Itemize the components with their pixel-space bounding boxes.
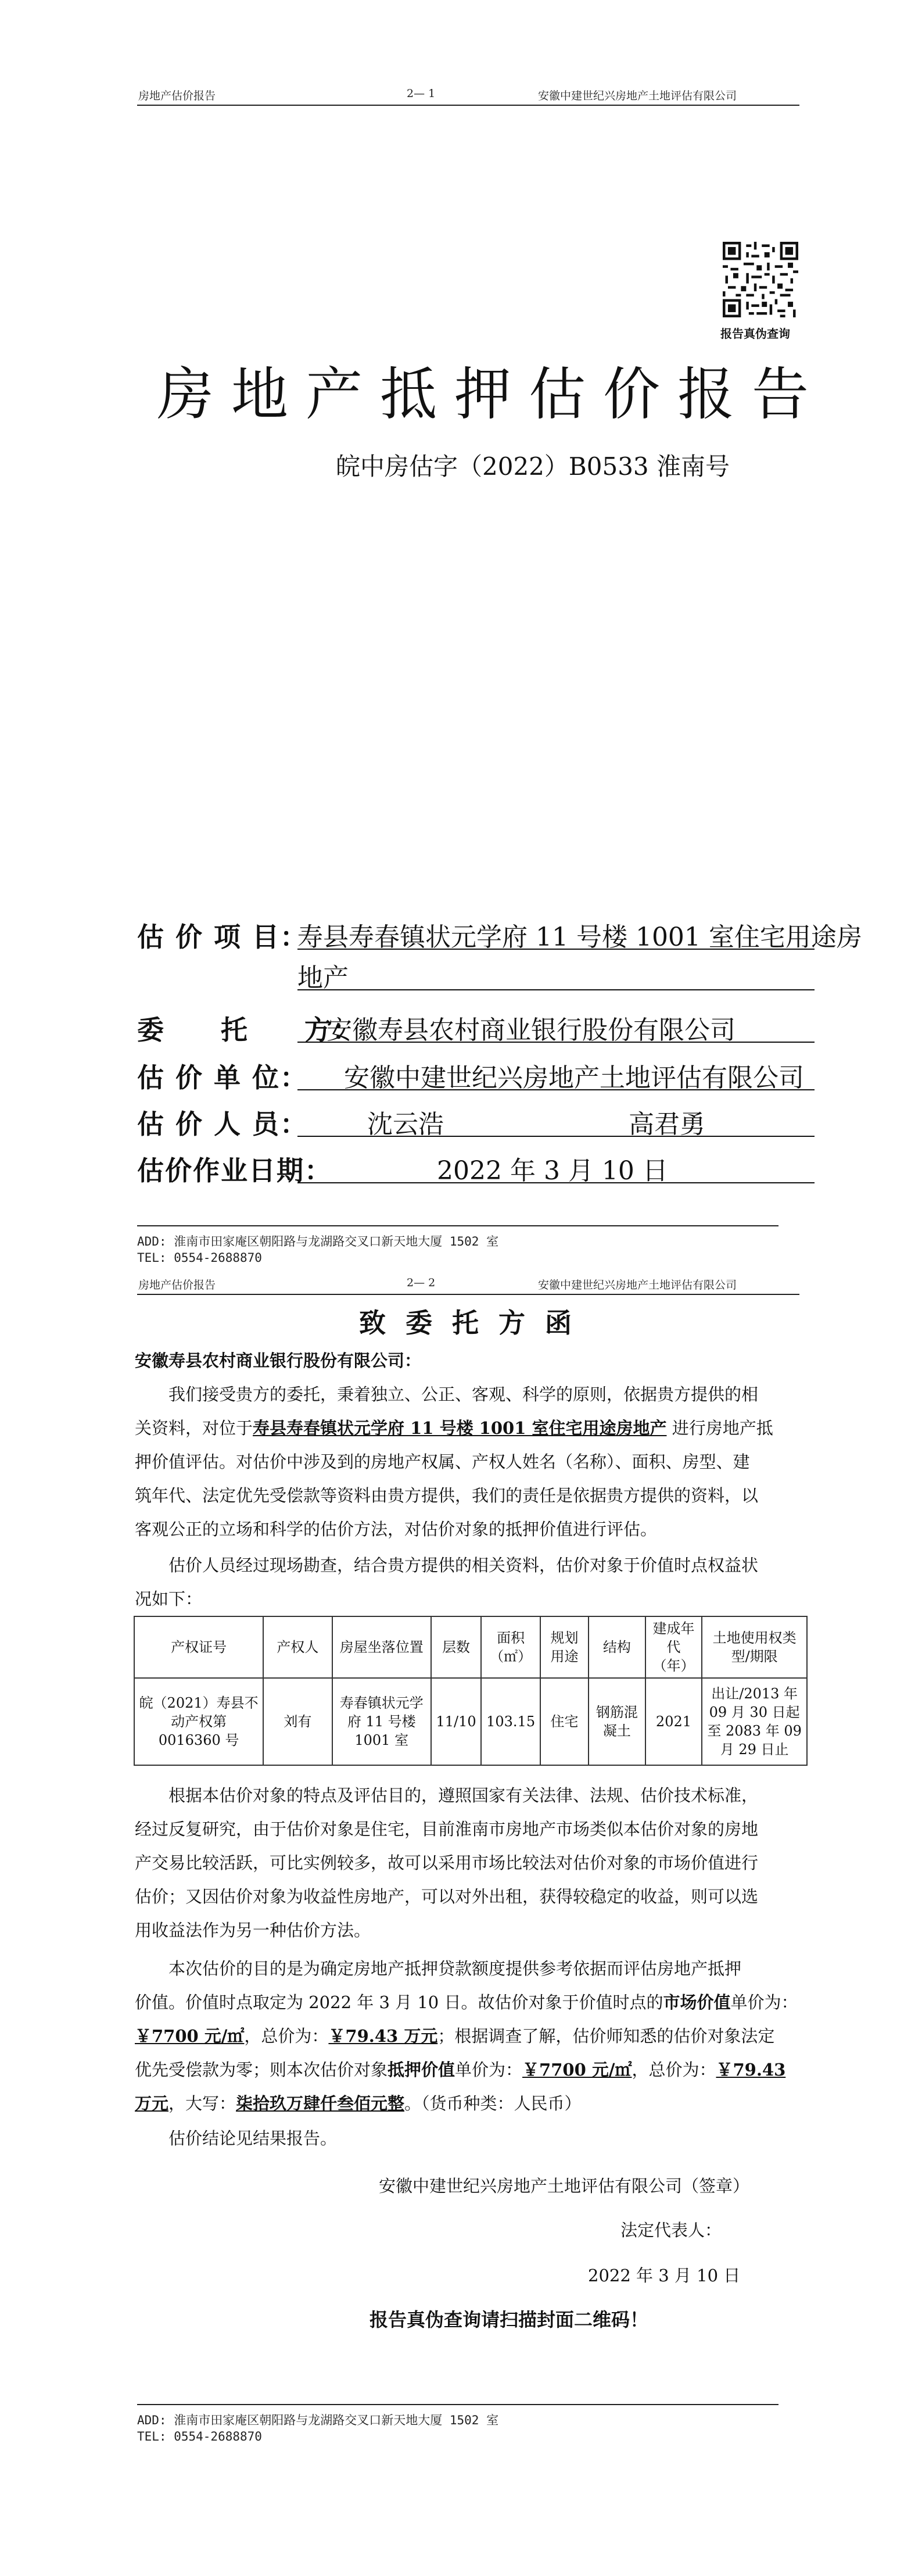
project-underline-1 — [297, 949, 815, 950]
td-owner: 刘有 — [263, 1678, 332, 1765]
td-location: 寿春镇状元学府 11 号楼 1001 室 — [332, 1678, 431, 1765]
td-year: 2021 — [645, 1678, 702, 1765]
header-rule-2 — [137, 1294, 799, 1295]
project-label: 估 价 项 目： — [137, 921, 308, 953]
letter-addressee: 安徽寿县农村商业银行股份有限公司： — [135, 1351, 422, 1371]
td-structure: 钢筋混凝土 — [589, 1678, 645, 1765]
td-floors: 11/10 — [431, 1678, 481, 1765]
th-structure: 结构 — [589, 1616, 645, 1678]
p4-e-total-unit: 万元 — [135, 2094, 169, 2113]
p3-line-b: 经过反复研究，由于估价对象是住宅，目前淮南市房地产市场类似本估价对象的房地 — [135, 1819, 759, 1839]
p4-b-market-value: 市场价值 — [663, 1992, 731, 2012]
staff-label: 估 价 人 员： — [137, 1108, 308, 1140]
report-number: 皖中房估字（2022）B0533 淮南号 — [336, 452, 730, 481]
p4-line-a: 本次估价的目的是为确定房地产抵押贷款额度提供参考依据而评估房地产抵押 — [168, 1959, 742, 1978]
th-use: 规划用途 — [540, 1616, 589, 1678]
sign-date: 2022 年 3 月 10 日 — [588, 2266, 741, 2285]
p4-d-text2: 单价为： — [455, 2060, 523, 2080]
p3-line-e: 用收益法作为另一种估价方法。 — [135, 1920, 371, 1940]
unit-underline — [297, 1089, 815, 1090]
date-label: 估价作业日期： — [137, 1155, 332, 1186]
th-land: 土地使用权类型/期限 — [702, 1616, 807, 1678]
p4-c-unit-price: ￥7700 元/㎡ — [135, 2026, 245, 2046]
qr-code-icon[interactable] — [723, 242, 798, 317]
p4-e-text: ，大写： — [168, 2094, 236, 2113]
p4-d-text3: ，总价为： — [632, 2060, 716, 2080]
th-location: 房屋坐落位置 — [332, 1616, 431, 1678]
header-right: 安徽中建世纪兴房地产土地评估有限公司 — [538, 90, 737, 102]
p4-d-unit-price: ￥7700 元/㎡ — [522, 2060, 632, 2080]
p4-c-total: ￥79.43 万元 — [328, 2026, 438, 2046]
p4-line-b — [135, 1985, 798, 2019]
header-rule — [137, 105, 799, 106]
p4-line-c — [135, 2019, 774, 2053]
td-land: 出让/2013 年 09 月 30 日起至 2083 年 09 月 29 日止 — [702, 1678, 807, 1765]
p1-b-tail: 进行房地产抵 — [666, 1418, 773, 1438]
td-use: 住宅 — [540, 1678, 589, 1765]
client-underline — [297, 1042, 815, 1043]
verification-notice: 报告真伪查询请扫描封面二维码！ — [369, 2309, 649, 2331]
footer-tel-1: TEL: 0554-2688870 — [137, 1251, 262, 1265]
th-area: 面积（㎡） — [481, 1616, 540, 1678]
header-right-2: 安徽中建世纪兴房地产土地评估有限公司 — [538, 1279, 737, 1291]
th-cert: 产权证号 — [134, 1616, 263, 1678]
report-title: 房地产抵押估价报告 — [157, 362, 827, 428]
table-header-row — [134, 1616, 807, 1678]
p4-b-tail: 单价为： — [730, 1992, 798, 2012]
p4-e-tail: 。（货币种类：人民币） — [404, 2094, 582, 2113]
p3-line-c: 产交易比较活跃，可比实例较多，故可以采用市场比较法对估价对象的市场价值进行 — [135, 1853, 759, 1873]
date-underline — [297, 1182, 815, 1183]
p4-e-capital-amount: 柒拾玖万肆仟叁佰元整 — [236, 2094, 405, 2113]
p3-line-a: 根据本估价对象的特点及评估目的，遵照国家有关法律、法规、估价技术标准， — [168, 1786, 759, 1805]
letter-title: 致委托方函 — [359, 1307, 591, 1339]
client-label: 委 托 方： — [137, 1014, 360, 1046]
project-value-line2: 地产 — [297, 963, 349, 993]
date-value: 2022 年 3 月 10 日 — [437, 1156, 668, 1186]
th-floors: 层数 — [431, 1616, 481, 1678]
footer-rule-2 — [137, 2404, 779, 2405]
p1-line-a: 我们接受贵方的委托，秉着独立、公正、客观、科学的原则，依据贵方提供的相 — [168, 1384, 759, 1404]
p2-line-b: 况如下： — [135, 1589, 203, 1609]
header-page: 2— 1 — [407, 87, 436, 100]
sign-company: 安徽中建世纪兴房地产土地评估有限公司（签章） — [379, 2176, 750, 2196]
staff-underline — [297, 1136, 815, 1137]
p4-b-text: 价值。价值时点取定为 2022 年 3 月 10 日。故估价对象于价值时点的 — [135, 1992, 663, 2012]
p4-c-tail: ；根据调查了解，估价师知悉的估价对象法定 — [437, 2026, 775, 2046]
th-owner: 产权人 — [263, 1616, 332, 1678]
p4-line-e — [135, 2087, 582, 2120]
footer-address-1: ADD: 淮南市田家庵区朝阳路与龙湖路交叉口新天地大厦 1502 室 — [137, 1235, 499, 1248]
p1-line-e: 客观公正的立场和科学的估价方法，对估价对象的抵押价值进行评估。 — [135, 1519, 658, 1539]
p1-b-text: 关资料，对位于 — [135, 1418, 253, 1438]
p4-d-mortgage-value: 抵押价值 — [388, 2060, 455, 2080]
th-year: 建成年代（年） — [645, 1616, 702, 1678]
p4-line-d — [135, 2053, 785, 2087]
client-value: 安徽寿县农村商业银行股份有限公司 — [327, 1015, 736, 1045]
p1-line-c: 押价值评估。对估价中涉及到的房地产权属、产权人姓名（名称）、面积、房型、建 — [135, 1452, 750, 1472]
project-underline-2 — [297, 989, 815, 990]
unit-value: 安徽中建世纪兴房地产土地评估有限公司 — [344, 1063, 804, 1093]
sign-representative: 法定代表人： — [620, 2220, 722, 2240]
footer-tel-2: TEL: 0554-2688870 — [137, 2430, 262, 2443]
p1-b-property: 寿县寿春镇状元学府 11 号楼 1001 室住宅用途房地产 — [253, 1418, 667, 1438]
property-table — [134, 1616, 808, 1766]
qr-caption: 报告真伪查询 — [720, 327, 790, 341]
p1-line-d: 筑年代、法定优先受偿款等资料由贵方提供，我们的责任是依据贵方提供的资料，以 — [135, 1486, 759, 1505]
td-cert: 皖（2021）寿县不动产权第 0016360 号 — [134, 1678, 263, 1765]
footer-address-2: ADD: 淮南市田家庵区朝阳路与龙湖路交叉口新天地大厦 1502 室 — [137, 2413, 499, 2427]
footer-rule-1 — [137, 1225, 779, 1226]
p2-line-a: 估价人员经过现场勘查，结合贵方提供的相关资料，估价对象于价值时点权益状 — [168, 1555, 759, 1575]
project-value-line1: 寿县寿春镇状元学府 11 号楼 1001 室住宅用途房 — [297, 922, 862, 952]
p5: 估价结论见结果报告。 — [168, 2128, 338, 2148]
header-left-2: 房地产估价报告 — [138, 1279, 216, 1291]
table-row — [134, 1678, 807, 1765]
p4-d-text: 优先受偿款为零；则本次估价对象 — [135, 2060, 388, 2080]
td-area: 103.15 — [481, 1678, 540, 1765]
staff-name-2: 高君勇 — [629, 1110, 705, 1139]
header-page-2: 2— 2 — [407, 1276, 436, 1289]
unit-label: 估 价 单 位： — [137, 1062, 308, 1093]
p3-line-d: 估价；又因估价对象为收益性房地产，可以对外出租，获得较稳定的收益，则可以选 — [135, 1887, 759, 1906]
staff-name-1: 沈云浩 — [367, 1110, 444, 1139]
p4-d-total: ￥79.43 — [716, 2060, 786, 2080]
p1-line-b — [135, 1411, 773, 1445]
header-left: 房地产估价报告 — [138, 90, 216, 102]
p4-c-text: ，总价为： — [244, 2026, 329, 2046]
